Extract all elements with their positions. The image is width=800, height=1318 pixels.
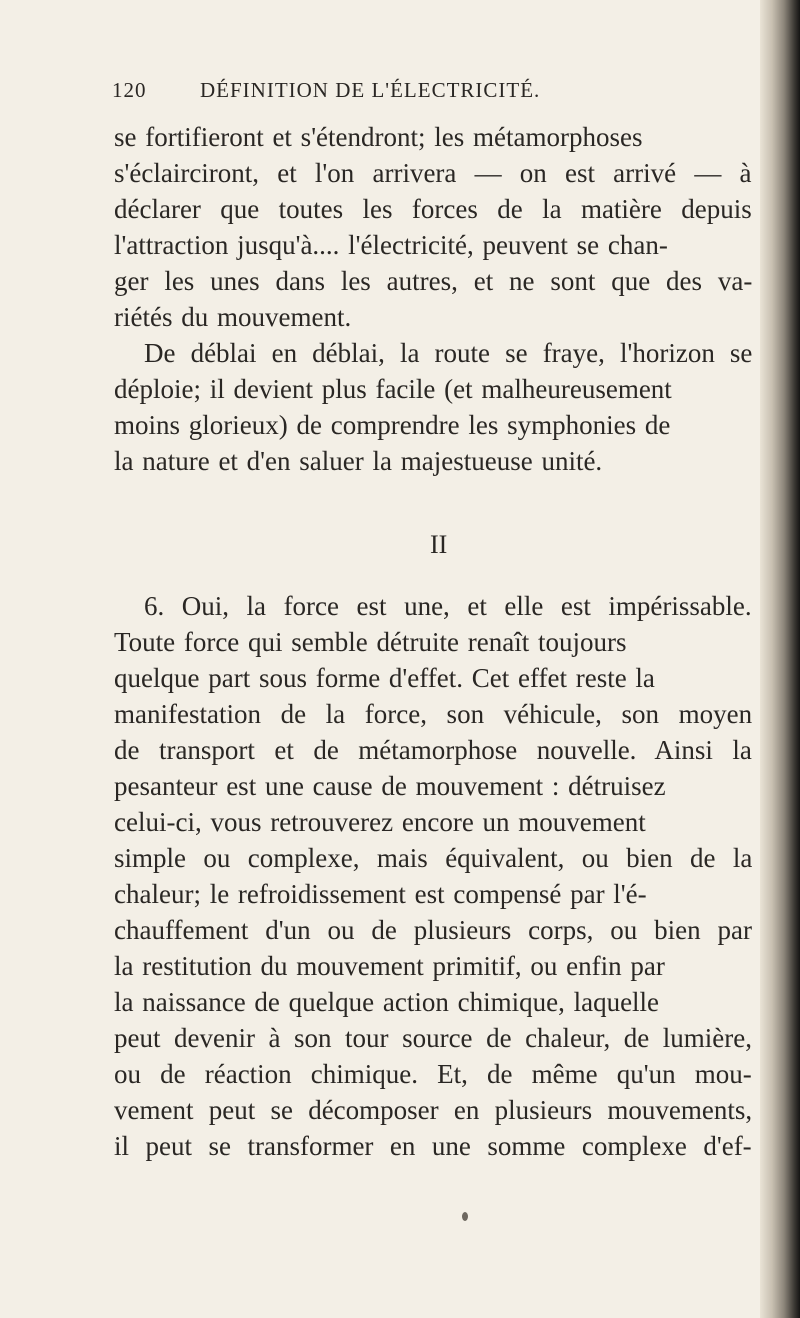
text-line: déclarer que toutes les forces de la matière depuis	[114, 194, 752, 224]
text-line: simple ou complexe, mais équivalent, ou bien de la	[114, 843, 753, 873]
text-line: vement peut se décomposer en plusieurs mouvements,	[114, 1095, 753, 1125]
text-line: ou de réaction chimique. Et, de même qu'un mou-	[114, 1059, 752, 1089]
text-line: la restitution du mouvement primitif, ou enfin par	[114, 951, 665, 981]
paragraph-first-line: De déblai en déblai, la route se fraye, l'horizon se	[144, 338, 753, 368]
text-line: celui-ci, vous retrouverez encore un mouvement	[114, 807, 646, 837]
text-line: la naissance de quelque action chimique, laquelle	[114, 987, 660, 1017]
section-heading: II	[430, 530, 448, 559]
book-spine-shadow	[760, 0, 800, 1318]
text-line: moins glorieux) de comprendre les symphonies de	[114, 410, 671, 440]
page-number: 120	[112, 78, 147, 102]
text-line: de transport et de métamorphose nouvelle. Ainsi la	[114, 735, 752, 765]
ink-speck	[462, 1212, 468, 1221]
text-line: se fortifieront et s'étendront; les métamorphoses	[114, 122, 643, 152]
chapter-title: DÉFINITION DE L'ÉLECTRICITÉ.	[200, 78, 541, 102]
text-line: s'éclairciront, et l'on arrivera — on est arrivé — à	[114, 158, 752, 188]
text-line: la nature et d'en saluer la majestueuse unité.	[114, 446, 603, 476]
text-line: quelque part sous forme d'effet. Cet effet reste la	[114, 663, 655, 693]
running-head	[112, 78, 752, 108]
text-line: déploie; il devient plus facile (et malheureusement	[114, 374, 672, 404]
text-line: chaleur; le refroidissement est compensé par l'é-	[114, 879, 647, 909]
text-line: manifestation de la force, son véhicule, son moyen	[114, 699, 753, 729]
text-line: l'attraction jusqu'à.... l'électricité, peuvent se chan-	[114, 230, 668, 260]
text-line: riétés du mouvement.	[114, 302, 352, 332]
text-line: ger les unes dans les autres, et ne sont que des va-	[114, 266, 753, 296]
text-line: pesanteur est une cause de mouvement : détruisez	[114, 771, 666, 801]
paragraph-first-line: 6. Oui, la force est une, et elle est impérissable.	[144, 591, 752, 621]
text-line: peut devenir à son tour source de chaleur, de lumière,	[114, 1023, 752, 1053]
text-line: il peut se transformer en une somme complexe d'ef-	[114, 1131, 752, 1161]
text-line: Toute force qui semble détruite renaît toujours	[114, 627, 627, 657]
text-line: chauffement d'un ou de plusieurs corps, ou bien par	[114, 915, 752, 945]
